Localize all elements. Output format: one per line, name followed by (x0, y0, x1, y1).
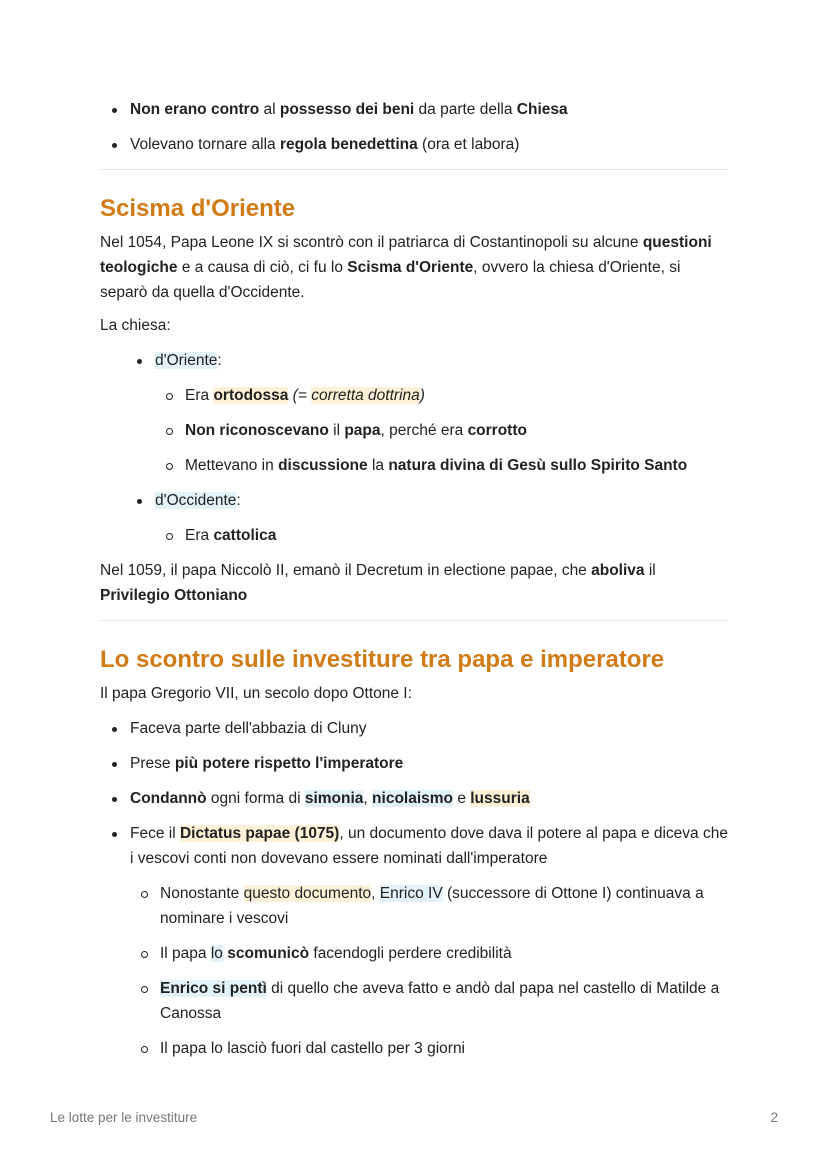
section-scisma (100, 194, 728, 608)
list-item: d'Occidente: Era cattolica (125, 488, 728, 548)
page-number: 2 (770, 1110, 778, 1125)
sub-list-item: Il papa lo lasciò fuori dal castello per 3 giorni (130, 1036, 728, 1061)
list-item: Non erano contro al possesso dei beni da parte della Chiesa (100, 97, 728, 122)
sub-list-item: Era ortodossa (= corretta dottrina) (155, 383, 728, 408)
sub-list-item: Mettevano in discussione la natura divina di Gesù sullo Spirito Santo (155, 453, 728, 478)
list-item: d'Oriente: Era ortodossa (= corretta dottrina) Non riconoscevano il papa, perché era corrotto Mettevano in discussione la natura divina di Gesù sullo Spirito Santo (125, 348, 728, 478)
divider (100, 169, 728, 170)
list-item: Fece il Dictatus papae (1075), un documento dove dava il potere al papa e diceva che i vescovi conti non dovevano essere nominati dall'imperatore Nonostante questo documento, Enrico IV (successore di Ottone I) continuava a nominare i vescovi Il papa lo scomunicò facendogli perdere credibilità Enrico si pentì di quello che aveva fatto e andò dal papa nel castello di Matilde a Canossa Il papa lo lasciò fuori dal castello per 3 giorni (100, 821, 728, 1061)
top-bullet-list (100, 97, 728, 157)
sub-list-item: Nonostante questo documento, Enrico IV (successore di Ottone I) continuava a nominare i vescovi (130, 881, 728, 931)
sub-list-item: Era cattolica (155, 523, 728, 548)
section-heading: Scisma d'Oriente (100, 195, 296, 222)
divider (100, 620, 728, 621)
list-item: Faceva parte dell'abbazia di Cluny (100, 716, 728, 741)
sub-list-item: Enrico si pentì di quello che aveva fatto e andò dal papa nel castello di Matilde a Canossa (130, 976, 728, 1026)
list-item: Prese più potere rispetto l'imperatore (100, 751, 728, 776)
sub-list-item: Il papa lo scomunicò facendogli perdere credibilità (130, 941, 728, 966)
list-item: Volevano tornare alla regola benedettina (ora et labora) (100, 132, 728, 157)
document-body (100, 97, 728, 1071)
sub-list-item: Non riconoscevano il papa, perché era corrotto (155, 418, 728, 443)
paragraph: Nel 1054, Papa Leone IX si scontrò con il patriarca di Costantinopoli su alcune questioni teologiche e a causa di ciò, ci fu lo Scisma d'Oriente, ovvero la chiesa d'Oriente, si separò da quella d'Occidente. (100, 234, 712, 301)
section-investiture (100, 645, 728, 1061)
sub-list (130, 881, 728, 1061)
section-heading: Lo scontro sulle investiture tra papa e imperatore (100, 646, 665, 673)
paragraph: Nel 1059, il papa Niccolò II, emanò il Decretum in electione papae, che aboliva il Privilegio Ottoniano (100, 562, 656, 604)
sub-list (155, 383, 728, 478)
church-list (125, 348, 728, 548)
footer-title: Le lotte per le investiture (50, 1110, 198, 1125)
list-item: Condannò ogni forma di simonia, nicolaismo e lussuria (100, 786, 728, 811)
paragraph: Il papa Gregorio VII, un secolo dopo Ottone I: (100, 685, 412, 702)
sub-list (155, 523, 728, 548)
paragraph: La chiesa: (100, 317, 171, 334)
gregorio-list (100, 716, 728, 1061)
